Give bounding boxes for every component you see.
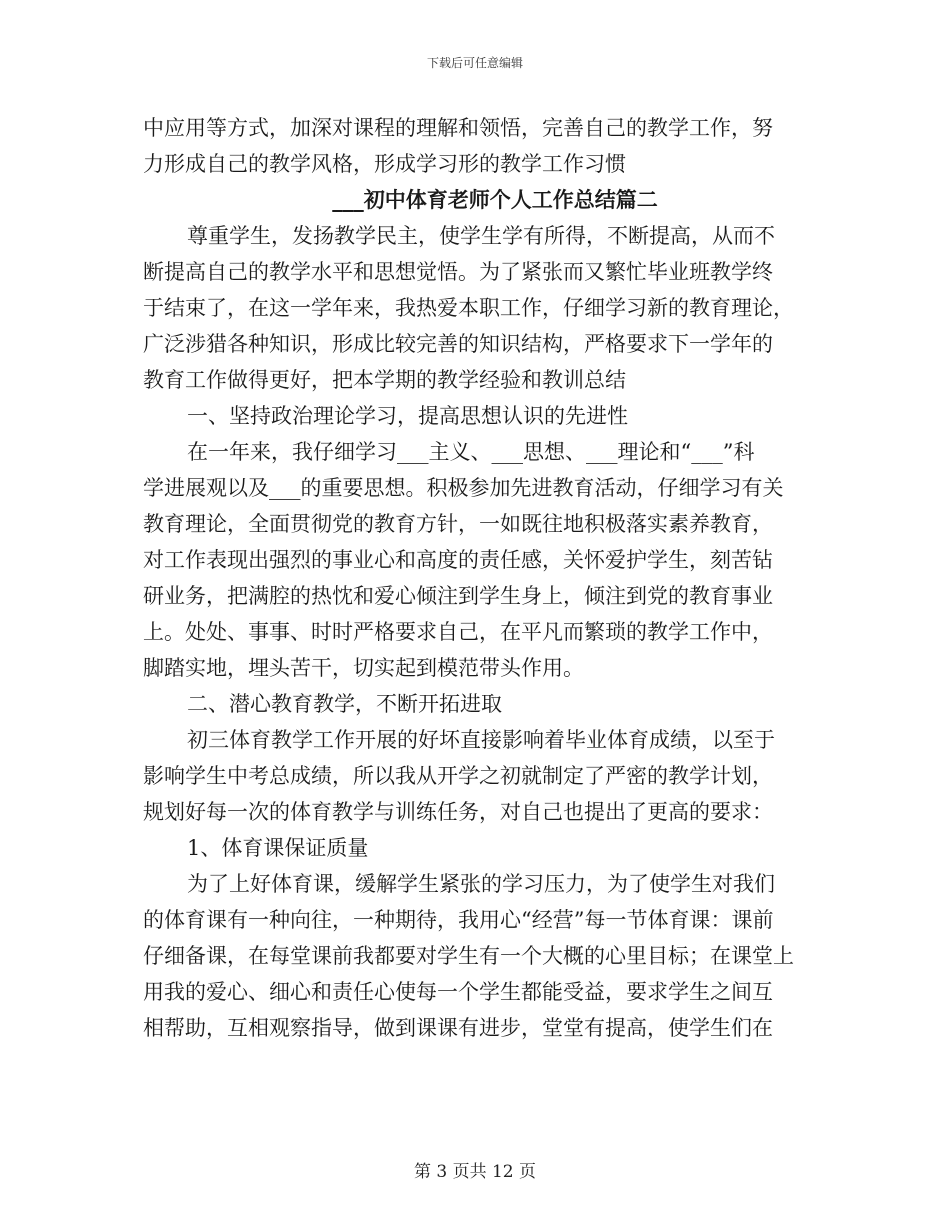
- text-line: 初三体育教学工作开展的好坏直接影响着毕业体育成绩，以至于: [187, 728, 775, 752]
- text-line: 上。处处、事事、时时严格要求自己，在平凡而繁琐的教学工作中，: [143, 620, 773, 644]
- text-line: 影响学生中考总成绩，所以我从开学之初就制定了严密的教学计划，: [143, 764, 773, 788]
- text-line: 规划好每一次的体育教学与训练任务，对自己也提出了更高的要求：: [143, 800, 773, 824]
- text-line: 脚踏实地，埋头苦干，切实起到模范带头作用。: [143, 656, 584, 680]
- text-line: 断提高自己的教学水平和思想觉悟。为了紧张而又繁忙毕业班教学终: [143, 260, 773, 284]
- text-line: 学进展观以及___的重要思想。积极参加先进教育活动，仔细学习有关: [143, 476, 784, 500]
- text-line: 仔细备课，在每堂课前我都要对学生有一个大概的心里目标；在课堂上: [143, 944, 794, 968]
- text-line: 教育理论，全面贯彻党的教育方针，一如既往地积极落实素养教育，: [143, 512, 773, 536]
- section-title: ___初中体育老师个人工作总结篇二: [332, 187, 658, 212]
- page-footer: 第 3 页共 12 页: [413, 1162, 537, 1182]
- text-line: 对工作表现出强烈的事业心和高度的责任感，关怀爱护学生，刻苦钻: [143, 548, 773, 572]
- text-line: 尊重学生，发扬教学民主，使学生学有所得，不断提高，从而不: [187, 224, 775, 248]
- text-line: 力形成自己的教学风格，形成学习形的教学工作习惯: [143, 152, 626, 176]
- text-line: 用我的爱心、细心和责任心使每一个学生都能受益，要求学生之间互: [143, 980, 773, 1004]
- section-heading: 二、潜心教育教学，不断开拓进取: [187, 692, 502, 716]
- text-line: 于结束了，在这一学年来，我热爱本职工作，仔细学习新的教育理论，: [143, 296, 794, 320]
- text-line: 在一年来，我仔细学习___主义、___思想、___理论和“___”科: [187, 440, 755, 464]
- text-line: 广泛涉猎各种知识，形成比较完善的知识结构，严格要求下一学年的: [143, 332, 773, 356]
- text-line: 中应用等方式，加深对课程的理解和领悟，完善自己的教学工作，努: [143, 116, 773, 140]
- document-body: [143, 110, 807, 1046]
- text-line: 为了上好体育课，缓解学生紧张的学习压力，为了使学生对我们: [187, 872, 775, 896]
- text-line: 相帮助，互相观察指导，做到课课有进步，堂堂有提高，使学生们在: [143, 1016, 773, 1040]
- section-heading: 一、坚持政治理论学习，提高思想认识的先进性: [187, 404, 628, 428]
- text-line: 教育工作做得更好，把本学期的教学经验和教训总结: [143, 368, 626, 392]
- page-header: 下载后可任意编辑: [426, 56, 523, 70]
- text-line: 的体育课有一种向往，一种期待，我用心“经营”每一节体育课：课前: [143, 908, 774, 932]
- text-line: 研业务，把满腔的热忱和爱心倾注到学生身上，倾注到党的教育事业: [143, 584, 773, 608]
- subsection-heading: 1、体育课保证质量: [187, 836, 369, 860]
